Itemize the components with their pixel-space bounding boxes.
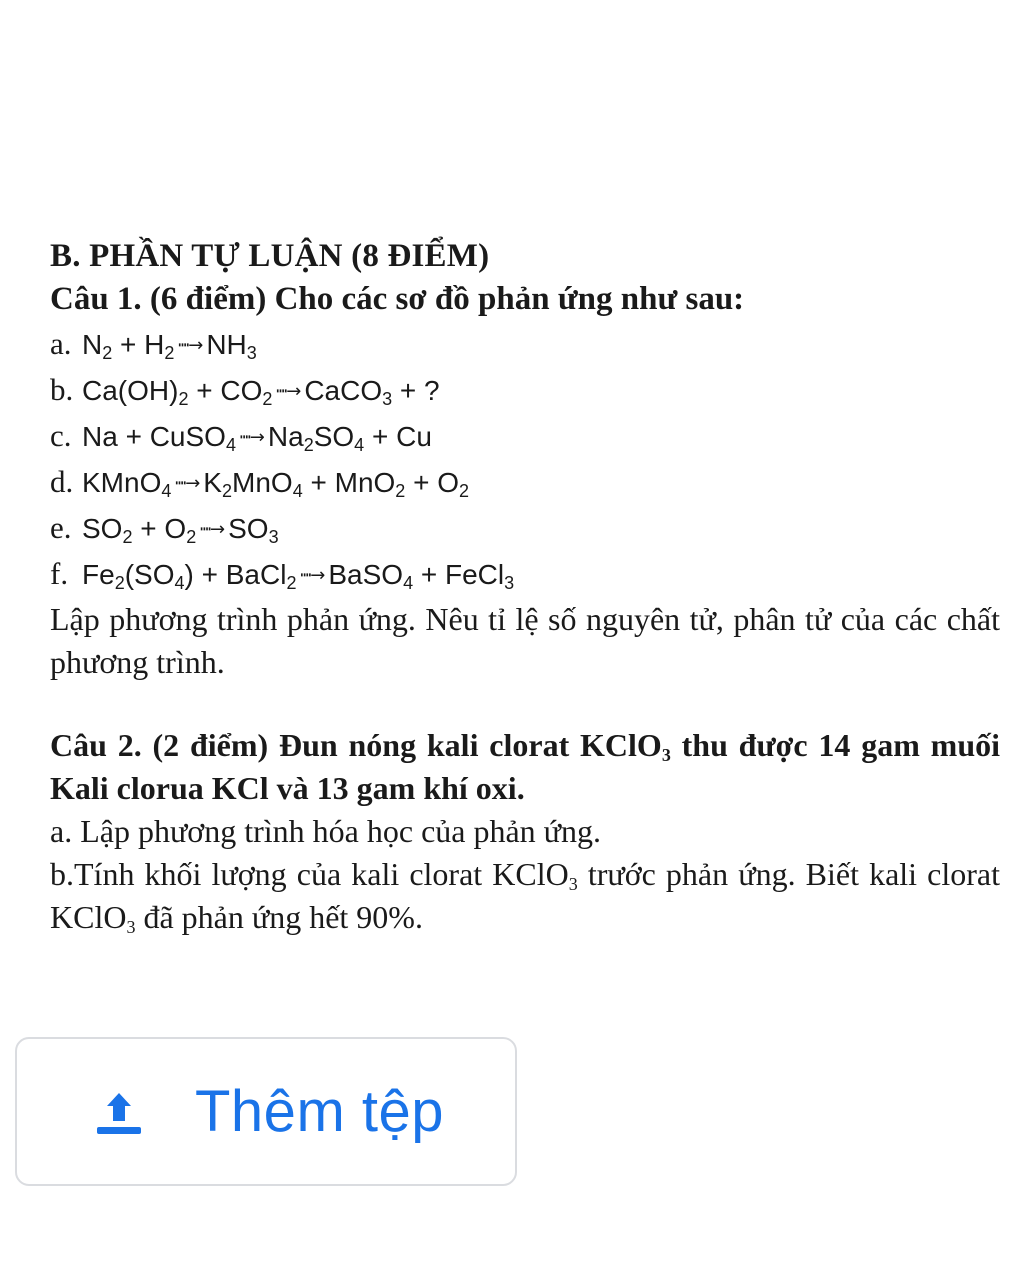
question-1-instruction: Lập phương trình phản ứng. Nêu tỉ lệ số nguyên tử, phân tử của các chất phương trình. — [50, 601, 1000, 680]
reaction-arrow-icon: ┉→ — [200, 519, 225, 540]
reaction-arrow-icon: ┉→ — [239, 427, 264, 448]
equation-rhs: $SO_3$ — [228, 513, 279, 547]
equation-a — [50, 322, 1000, 368]
question-2-part-a: a. Lập phương trình hóa học của phản ứng. — [50, 813, 602, 849]
equation-rhs: $K_2MnO_4 + MnO_2 + O_2$ — [203, 467, 470, 501]
equation-rhs: CaCO$_3$ + ? — [304, 375, 440, 409]
equation-e — [50, 506, 1000, 552]
add-file-label: Thêm tệp — [195, 1079, 444, 1144]
equation-rhs: $NH_3$ — [206, 329, 257, 363]
equation-f — [50, 552, 1000, 598]
equation-d — [50, 460, 1000, 506]
equation-label: a. — [50, 326, 72, 361]
equation-rhs: $Na_2SO_4 + Cu$ — [267, 421, 432, 455]
equation-label: b. — [50, 372, 74, 407]
equation-lhs: $Fe_2(SO_4)$ + BaCl$_2$ — [82, 559, 297, 593]
reaction-arrow-icon: ┉→ — [300, 565, 325, 586]
question-1-title: Câu 1. (6 điểm) Cho các sơ đồ phản ứng như sau: — [50, 281, 745, 317]
question-2-title: Câu 2. (2 điểm) Đun nóng kali clorat KClO$_3$ thu được 14 gam muối Kali clorua KCl và 13 gam khí oxi. — [50, 727, 1001, 806]
upload-icon — [89, 1089, 149, 1137]
equation-list — [50, 322, 1000, 598]
equation-b — [50, 368, 1000, 414]
section-heading: B. PHẦN TỰ LUẬN (8 ĐIỂM) — [50, 238, 490, 274]
equation-lhs: $SO_2 + O_2$ — [82, 513, 197, 547]
reaction-arrow-icon: ┉→ — [276, 381, 301, 402]
equation-lhs: $Ca(OH)_2 + CO_2$ — [82, 375, 273, 409]
equation-label: e. — [50, 510, 72, 545]
reaction-arrow-icon: ┉→ — [178, 335, 203, 356]
equation-lhs: $N_2 + H_2$ — [82, 329, 175, 363]
question-2-part-b: b.Tính khối lượng của kali clorat KClO$_3$ trước phản ứng. Biết kali clorat KClO$_3$ đã phản ứng hết 90%. — [50, 856, 1001, 937]
reaction-arrow-icon: ┉→ — [175, 473, 200, 494]
equation-rhs: BaSO$_4$ + FeCl$_3$ — [328, 559, 515, 593]
add-file-button[interactable] — [15, 1037, 517, 1186]
document-body — [50, 236, 1000, 939]
equation-label: f. — [50, 556, 69, 591]
equation-label: c. — [50, 418, 72, 453]
equation-label: d. — [50, 464, 74, 499]
equation-lhs: Na + CuSO$_4$ — [82, 421, 236, 455]
equation-lhs: KMnO$_4$ — [82, 467, 172, 501]
equation-c — [50, 414, 1000, 460]
